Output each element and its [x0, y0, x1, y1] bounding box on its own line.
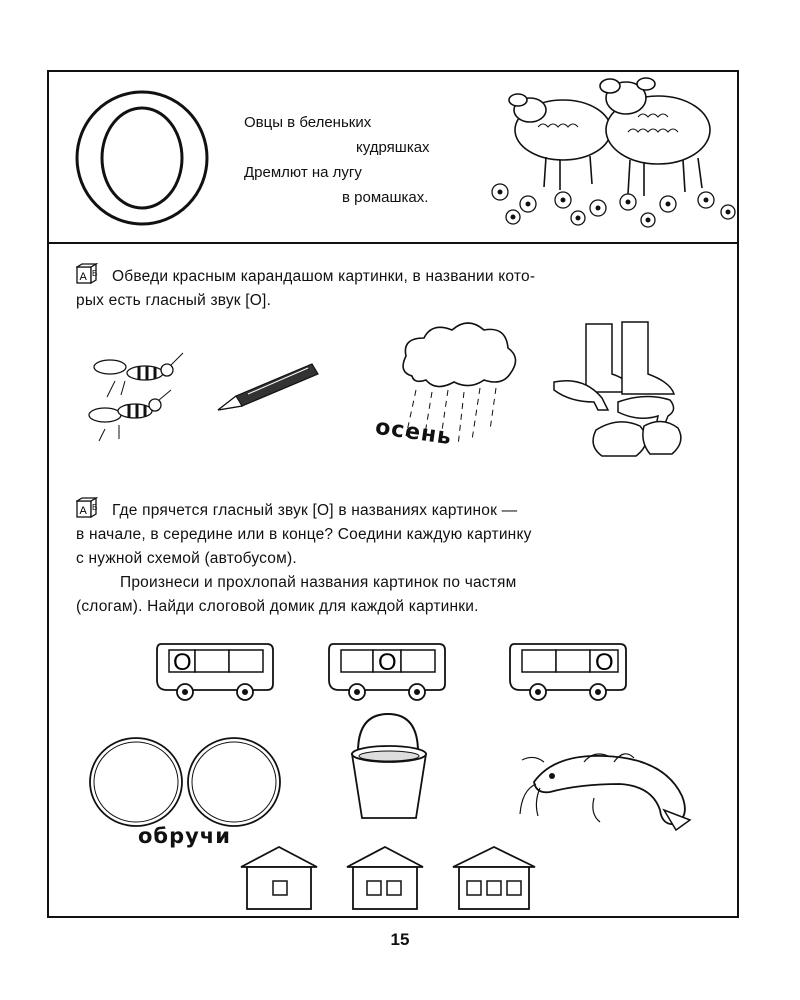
bucket-icon [344, 712, 434, 824]
poem-line-2: кудряшках [356, 139, 430, 156]
bus-scheme-start [155, 640, 275, 704]
page-number: 15 [390, 930, 410, 949]
task-1-line-1: Обведи красным карандашом картинки, в названии кото- [112, 268, 536, 285]
bus-letter: О [378, 649, 397, 676]
abc-block-icon [76, 497, 108, 519]
task-2-line-5: (слогам). Найди слоговой домик для каждой картинки. [76, 598, 479, 615]
poem-line-3: Дремлют на лугу [244, 164, 362, 181]
svg-text:Б: Б [92, 269, 98, 278]
syllable-house-2 [343, 845, 427, 911]
task-1-line-2: рых есть гласный звук [О]. [76, 292, 272, 309]
svg-text:А: А [79, 505, 88, 517]
task-2-line-3: с нужной схемой (автобусом). [76, 550, 297, 567]
task-2-line-1: Где прячется гласный звук [О] в названиях картинок — [112, 502, 518, 519]
header-divider [47, 242, 739, 244]
poem-line-4: в ромашках. [342, 189, 429, 206]
task-2-line-4: Произнеси и прохлопай названия картинок по частям [120, 574, 517, 591]
hoops-label: обручи [138, 824, 231, 848]
task-2 [76, 497, 706, 619]
svg-text:А: А [79, 271, 88, 283]
bus-letter: О [173, 649, 192, 676]
hoops-icon [86, 735, 286, 829]
wasps-icon [75, 345, 190, 445]
autumn-label: осень [373, 414, 454, 451]
bus-scheme-end [508, 640, 628, 704]
task-2-line-2: в начале, в середине или в конце? Соедини каждую картинку [76, 526, 532, 543]
syllable-house-1 [237, 845, 321, 911]
svg-text:Б: Б [92, 503, 98, 512]
syllable-house-3 [449, 845, 539, 911]
sheep-meadow-icon [478, 72, 740, 232]
task-1 [76, 263, 535, 313]
big-letter-o-icon [72, 88, 212, 228]
poem-line-1: Овцы в беленьких [244, 114, 372, 131]
poem [244, 110, 430, 210]
abc-block-icon [76, 263, 108, 285]
bus-letter: О [595, 649, 614, 676]
pencil-icon [208, 358, 323, 418]
catfish-icon [514, 738, 694, 838]
shoes-icon [548, 318, 698, 468]
bus-scheme-middle [327, 640, 447, 704]
